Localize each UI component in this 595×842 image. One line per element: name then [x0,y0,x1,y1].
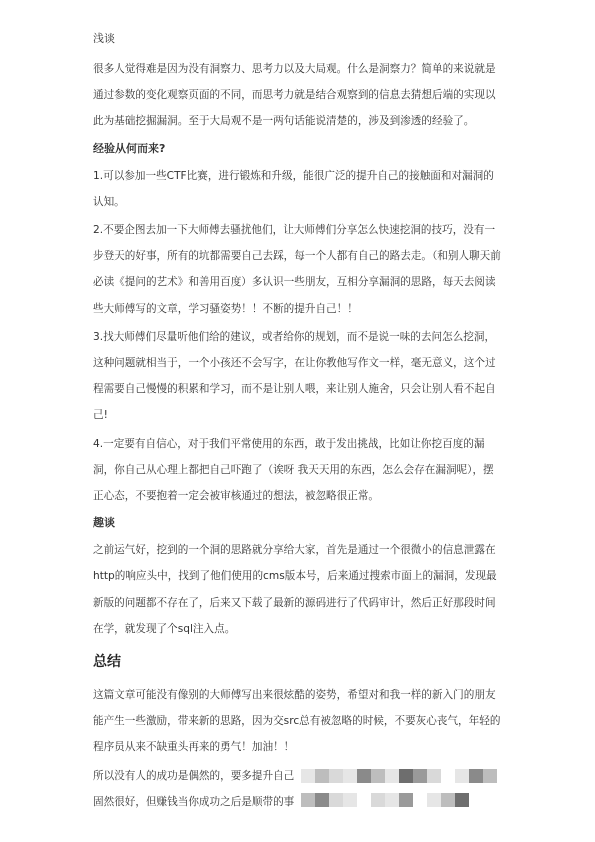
article [93,32,503,815]
experience-item-2: 2.不要企图去加一下大师傅去骚扰他们，让大师傅们分享怎么快速挖洞的技巧，没有一步登天的好事，所有的坑都需要自己去踩，每一个人都有自己的路去走。（和别人聊天前必读《提问的艺术》和善用百度）多认识一些朋友，互相分享漏洞的思路，每天去阅读些大师傅写的文章，学习骚姿势！！不断的提升自己！！ [93,224,501,315]
summary-heading: 总结 [93,654,121,671]
fun-paragraph: 之前运气好，挖到的一个洞的思路就分享给大家，首先是通过一个很微小的信息泄露在http的响应头中，找到了他们使用的cms版本号，后来通过搜索市面上的漏洞，发现最新版的问题都不存在了，后来又下载了最新的源码进行了代码审计，然后正好那段时间在学，就发现了个sql注入点。 [93,544,497,635]
experience-heading: 经验从何而来? [93,141,166,155]
redaction-mosaic-2 [301,793,483,807]
summary-line-3 [93,789,503,815]
summary-line-2-text: 所以没有人的成功是偶然的，要多提升自己 [93,769,295,782]
summary-line-2 [93,763,503,789]
summary-paragraph: 这篇文章可能没有像别的大师傅写出来很炫酷的姿势，希望对和我一样的新入门的朋友能产生一些激励，带来新的思路，因为交src总有被忽略的时候，不要灰心丧气，年轻的程序员从来不缺重头再来的勇气！加油！！ [93,689,501,754]
experience-item-3: 3.找大师傅们尽量听他们给的建议，或者给你的规划，而不是说一味的去问怎么挖洞，这种问题就相当于，一个小孩还不会写字，在让你教他写作文一样，毫无意义，这个过程需要自己慢慢的积累和学习，而不是让别人喂，来让别人施舍，只会让别人看不起自己! [93,330,496,422]
intro-label: 浅谈 [93,32,115,45]
summary-line-3-text: 固然很好，但赚钱当你成功之后是顺带的事 [93,795,295,808]
experience-item-4: 4.一定要有自信心，对于我们平常使用的东西，敢于发出挑战，比如让你挖百度的漏洞，你自己从心理上都把自己吓跑了（诶呀 我天天用的东西，怎么会存在漏洞呢），摆正心态，不要抱着一定会被审核通过的想法，被忽略很正常。 [93,437,494,503]
fun-heading: 趣谈 [93,516,115,530]
intro-paragraph: 很多人觉得难是因为没有洞察力、思考力以及大局观。什么是洞察力？简单的来说就是通过参数的变化观察页面的不同，而思考力就是结合观察到的信息去猜想后端的实现以此为基础挖掘漏洞。至于大局观不是一两句话能说清楚的，涉及到渗透的经验了。 [93,63,496,128]
redaction-mosaic-1 [301,769,497,783]
experience-item-1: 1.可以参加一些CTF比赛，进行锻炼和升级，能很广泛的提升自己的接触面和对漏洞的认知。 [93,169,494,208]
